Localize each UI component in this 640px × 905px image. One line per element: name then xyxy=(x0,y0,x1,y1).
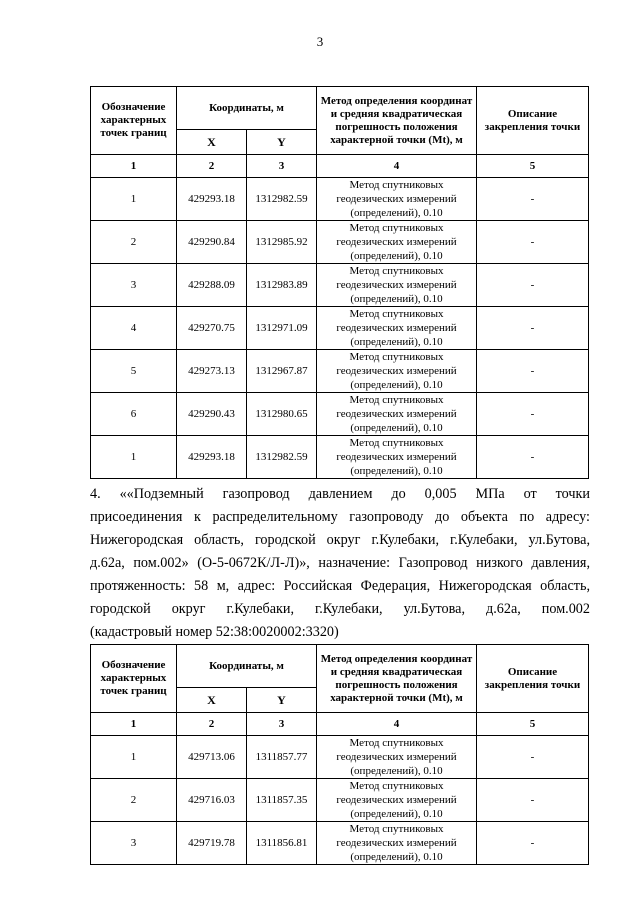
column-numbers-row xyxy=(91,155,589,178)
column-number: 5 xyxy=(477,155,589,178)
x-coordinate-cell: 429719.78 xyxy=(177,822,247,865)
column-numbers-row xyxy=(91,713,589,736)
description-cell: - xyxy=(477,822,589,865)
header-coordinates: Координаты, м xyxy=(177,645,317,688)
table-row xyxy=(91,736,589,779)
x-coordinate-cell: 429290.43 xyxy=(177,393,247,436)
table-row xyxy=(91,350,589,393)
paragraph-line: (кадастровый номер 52:38:0020002:3320) xyxy=(90,624,339,640)
description-cell: - xyxy=(477,393,589,436)
point-number-cell: 4 xyxy=(91,307,177,350)
coordinates-table-1 xyxy=(90,86,589,479)
point-number-cell: 3 xyxy=(91,264,177,307)
column-number: 1 xyxy=(91,155,177,178)
x-coordinate-cell: 429290.84 xyxy=(177,221,247,264)
x-coordinate-cell: 429713.06 xyxy=(177,736,247,779)
x-coordinate-cell: 429270.75 xyxy=(177,307,247,350)
method-cell: Метод спутниковых геодезических измерений (определений), 0.10 xyxy=(317,736,477,779)
column-number: 3 xyxy=(247,713,317,736)
header-y: Y xyxy=(247,688,317,713)
method-cell: Метод спутниковых геодезических измерений (определений), 0.10 xyxy=(317,822,477,865)
paragraph-line: присоединения к распределительному газопроводу до объекта по адресу: xyxy=(90,509,590,525)
description-cell: - xyxy=(477,307,589,350)
y-coordinate-cell: 1312985.92 xyxy=(247,221,317,264)
y-coordinate-cell: 1312967.87 xyxy=(247,350,317,393)
table-row xyxy=(91,436,589,479)
description-cell: - xyxy=(477,264,589,307)
y-coordinate-cell: 1312982.59 xyxy=(247,178,317,221)
column-number: 4 xyxy=(317,155,477,178)
point-number-cell: 5 xyxy=(91,350,177,393)
y-coordinate-cell: 1311857.77 xyxy=(247,736,317,779)
x-coordinate-cell: 429293.18 xyxy=(177,436,247,479)
point-number-cell: 3 xyxy=(91,822,177,865)
y-coordinate-cell: 1312980.65 xyxy=(247,393,317,436)
method-cell: Метод спутниковых геодезических измерений (определений), 0.10 xyxy=(317,779,477,822)
column-number: 2 xyxy=(177,713,247,736)
column-number: 4 xyxy=(317,713,477,736)
table-row xyxy=(91,307,589,350)
description-cell: - xyxy=(477,350,589,393)
point-number-cell: 6 xyxy=(91,393,177,436)
header-point-designation: Обозначение характерных точек границ xyxy=(91,645,177,713)
paragraph-line: д.62а, пом.002» (О-5-0672К/Л-Л)», назначение: Газопровод низкого давления, xyxy=(90,555,590,571)
table-row xyxy=(91,393,589,436)
method-cell: Метод спутниковых геодезических измерений (определений), 0.10 xyxy=(317,221,477,264)
y-coordinate-cell: 1311856.81 xyxy=(247,822,317,865)
header-y: Y xyxy=(247,130,317,155)
paragraph-line: протяженность: 58 м, адрес: Российская Федерация, Нижегородская область, xyxy=(90,578,590,594)
y-coordinate-cell: 1312982.59 xyxy=(247,436,317,479)
method-cell: Метод спутниковых геодезических измерений (определений), 0.10 xyxy=(317,178,477,221)
table-row xyxy=(91,822,589,865)
description-cell: - xyxy=(477,178,589,221)
column-number: 2 xyxy=(177,155,247,178)
header-method: Метод определения координат и средняя квадратическая погрешность положения характерной точки (Mt), м xyxy=(317,87,477,155)
column-number: 3 xyxy=(247,155,317,178)
point-number-cell: 1 xyxy=(91,178,177,221)
method-cell: Метод спутниковых геодезических измерений (определений), 0.10 xyxy=(317,436,477,479)
header-point-designation: Обозначение характерных точек границ xyxy=(91,87,177,155)
header-method: Метод определения координат и средняя квадратическая погрешность положения характерной точки (Mt), м xyxy=(317,645,477,713)
description-cell: - xyxy=(477,736,589,779)
y-coordinate-cell: 1312971.09 xyxy=(247,307,317,350)
point-number-cell: 1 xyxy=(91,436,177,479)
y-coordinate-cell: 1312983.89 xyxy=(247,264,317,307)
column-number: 5 xyxy=(477,713,589,736)
method-cell: Метод спутниковых геодезических измерений (определений), 0.10 xyxy=(317,307,477,350)
point-number-cell: 1 xyxy=(91,736,177,779)
header-description: Описание закрепления точки xyxy=(477,645,589,713)
page-number: 3 xyxy=(316,34,324,49)
x-coordinate-cell: 429716.03 xyxy=(177,779,247,822)
object-description-paragraph xyxy=(90,483,590,644)
header-x: X xyxy=(177,688,247,713)
x-coordinate-cell: 429288.09 xyxy=(177,264,247,307)
column-number: 1 xyxy=(91,713,177,736)
table-row xyxy=(91,221,589,264)
paragraph-line: 4. ««Подземный газопровод давлением до 0,005 МПа от точки xyxy=(90,486,590,502)
paragraph-line: Нижегородская область, городской округ г.Кулебаки, г.Кулебаки, ул.Бутова, xyxy=(90,532,590,548)
x-coordinate-cell: 429273.13 xyxy=(177,350,247,393)
method-cell: Метод спутниковых геодезических измерений (определений), 0.10 xyxy=(317,264,477,307)
coordinates-table-2 xyxy=(90,644,589,865)
table-row xyxy=(91,779,589,822)
y-coordinate-cell: 1311857.35 xyxy=(247,779,317,822)
point-number-cell: 2 xyxy=(91,779,177,822)
description-cell: - xyxy=(477,221,589,264)
method-cell: Метод спутниковых геодезических измерений (определений), 0.10 xyxy=(317,350,477,393)
header-coordinates: Координаты, м xyxy=(177,87,317,130)
paragraph-line: городской округ г.Кулебаки, г.Кулебаки, ул.Бутова, д.62а, пом.002 xyxy=(90,601,590,617)
description-cell: - xyxy=(477,436,589,479)
table-row xyxy=(91,178,589,221)
table-row xyxy=(91,264,589,307)
point-number-cell: 2 xyxy=(91,221,177,264)
x-coordinate-cell: 429293.18 xyxy=(177,178,247,221)
description-cell: - xyxy=(477,779,589,822)
method-cell: Метод спутниковых геодезических измерений (определений), 0.10 xyxy=(317,393,477,436)
header-description: Описание закрепления точки xyxy=(477,87,589,155)
header-x: X xyxy=(177,130,247,155)
